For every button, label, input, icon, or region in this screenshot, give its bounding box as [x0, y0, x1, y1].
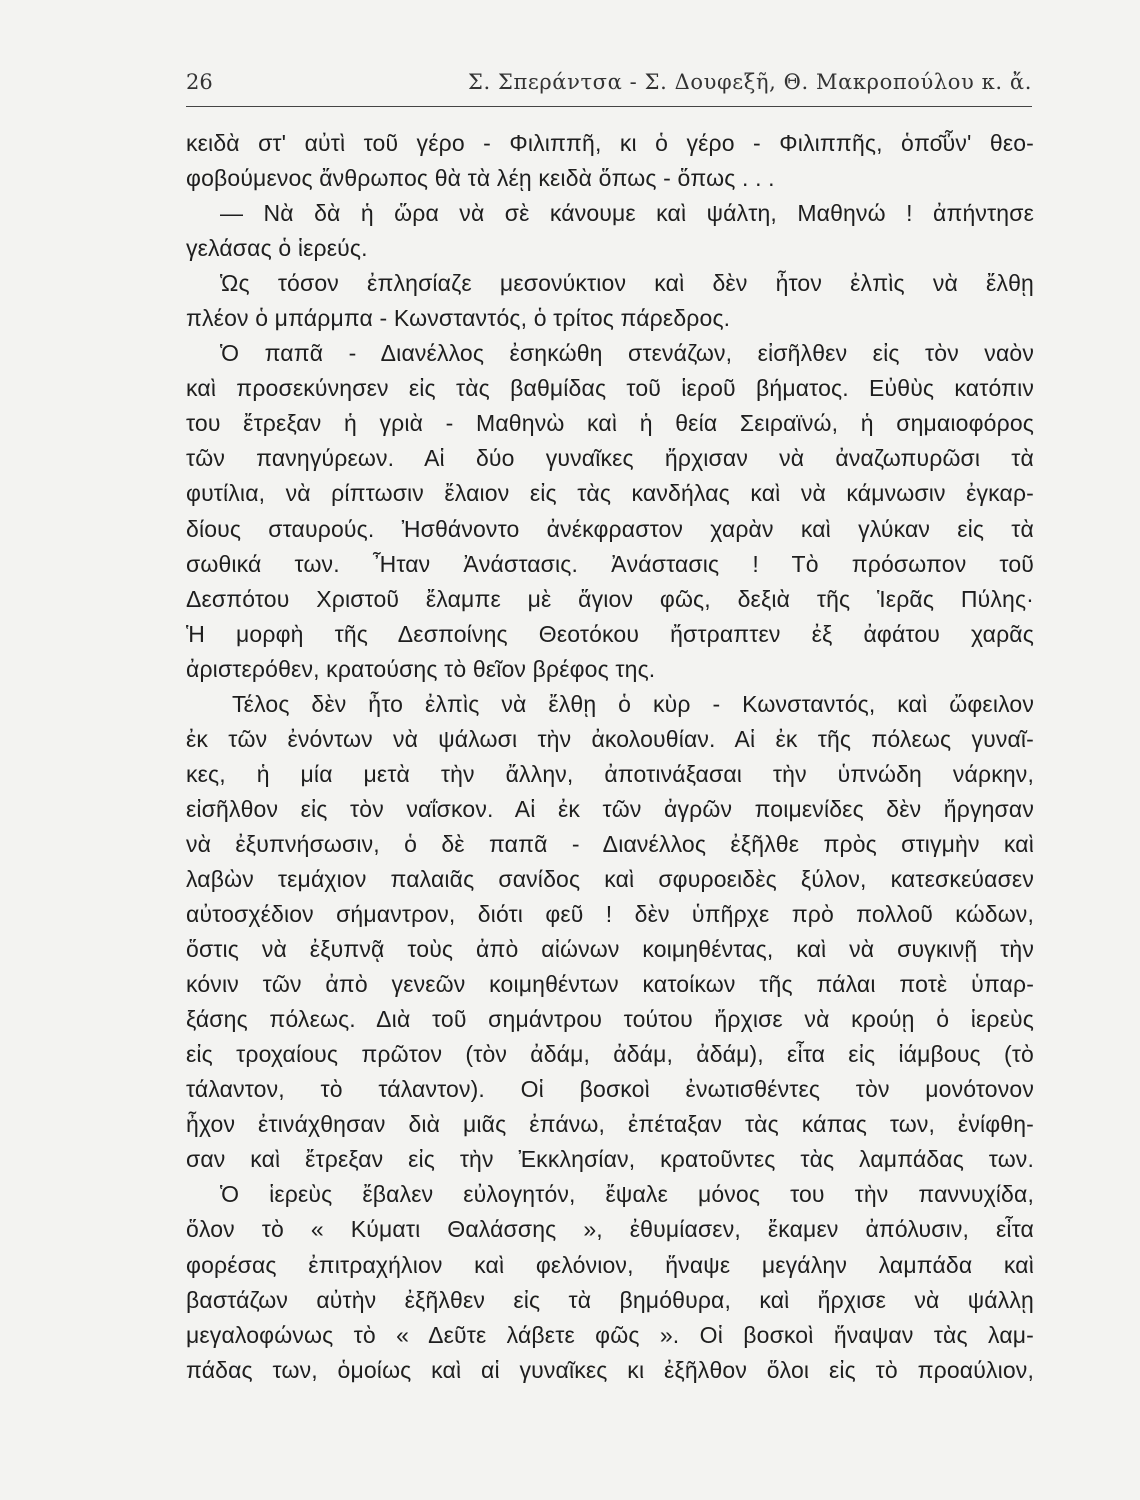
body-text	[186, 126, 1034, 1388]
text-line: πλέον ὁ μπάρμπα - Κωνσταντός, ὁ τρίτος πάρεδρος.	[186, 305, 731, 332]
text-line: κες, ἡ μία μετὰ τὴν ἄλλην, ἀποτινάξασαι τὴν ὑπνώδη νάρκην,	[186, 760, 1034, 787]
text-line: τάλαντον, τὸ τάλαντον). Οἱ βοσκοὶ ἐνωτισθέντες τὸν μονότονον	[186, 1076, 1034, 1103]
text-line: ὅστις νὰ ἐξυπνᾷ τοὺς ἀπὸ αἰώνων κοιμηθέντας, καὶ νὰ συγκινῇ τὴν	[186, 936, 1034, 963]
text-line: ἦχον ἐτινάχθησαν διὰ μιᾶς ἐπάνω, ἐπέταξαν τὰς κάπας των, ἐνίφθη-	[186, 1111, 1034, 1138]
text-line: Ὡς τόσον ἐπλησίαζε μεσονύκτιον καὶ δὲν ἦτον ἐλπὶς νὰ ἔλθῃ	[220, 270, 1034, 297]
text-line: Ἡ μορφὴ τῆς Δεσποίνης Θεοτόκου ἤστραπτεν ἐξ ἀφάτου χαρᾶς	[186, 620, 1034, 647]
text-line: τῶν πανηγύρεων. Αἱ δύο γυναῖκες ἤρχισαν νὰ ἀναζωπυρῶσι τὰ	[186, 445, 1034, 472]
text-line: μεγαλοφώνως τὸ « Δεῦτε λάβετε φῶς ». Οἱ βοσκοὶ ἥναψαν τὰς λαμ-	[186, 1321, 1034, 1348]
running-title: Σ. Σπεράντσα - Σ. Δουφεξῆ, Θ. Μακροπούλου κ. ἄ.	[468, 70, 1032, 94]
text-line: ὅλον τὸ « Κύματι Θαλάσσης », ἐθυμίασεν, ἔκαμεν ἀπόλυσιν, εἶτα	[186, 1216, 1034, 1243]
text-line: δίους σταυρούς. Ἠσθάνοντο ἀνέκφραστον χαρὰν καὶ γλύκαν εἰς τὰ	[186, 515, 1034, 542]
text-line: σωθικά των. Ἦταν Ἀνάστασις. Ἀνάστασις ! Τὸ πρόσωπον τοῦ	[186, 550, 1034, 577]
text-line: — Νὰ δὰ ἡ ὥρα νὰ σὲ κάνουμε καὶ ψάλτη, Μαθηνώ ! ἀπήντησε	[220, 200, 1034, 227]
text-line: βαστάζων αὐτὴν ἐξῆλθεν εἰς τὰ βημόθυρα, καὶ ἤρχισε νὰ ψάλλῃ	[186, 1286, 1034, 1313]
text-line: κειδὰ στ' αὐτὶ τοῦ γέρο - Φιλιππῆ, κι ὁ γέρο - Φιλιππῆς, ὁπο͂ὖν' θεο-	[186, 130, 1034, 156]
text-line: Ὁ παπᾶ - Διανέλλος ἐσηκώθη στενάζων, εἰσῆλθεν εἰς τὸν ναὸν	[220, 340, 1034, 367]
text-line: ξάσης πόλεως. Διὰ τοῦ σημάντρου τούτου ἤρχισε νὰ κρούῃ ὁ ἱερεὺς	[186, 1006, 1034, 1033]
text-line: νὰ ἐξυπνήσωσιν, ὁ δὲ παπᾶ - Διανέλλος ἐξῆλθε πρὸς στιγμὴν καὶ	[186, 830, 1034, 857]
text-line: εἰσῆλθον εἰς τὸν ναΐσκον. Αἱ ἐκ τῶν ἀγρῶν ποιμενίδες δὲν ἤργησαν	[186, 795, 1034, 822]
header-rule	[186, 106, 1032, 107]
text-line: ἀριστερόθεν, κρατούσης τὸ θεῖον βρέφος της.	[186, 655, 656, 682]
text-line: λαβὼν τεμάχιον παλαιᾶς σανίδος καὶ σφυροειδὲς ξύλον, κατεσκεύασεν	[186, 865, 1034, 892]
page-header	[186, 70, 1032, 106]
text-line: φορέσας ἐπιτραχήλιον καὶ φελόνιον, ἥναψε μεγάλην λαμπάδα καὶ	[186, 1251, 1034, 1278]
page-number: 26	[186, 70, 213, 94]
text-line: φοβούμενος ἄνθρωπος θὰ τὰ λέῃ κειδὰ ὅπως - ὅπως . . .	[186, 165, 775, 192]
text-line: κόνιν τῶν ἀπὸ γενεῶν κοιμηθέντων κατοίκων τῆς πάλαι ποτὲ ὑπαρ-	[186, 971, 1034, 998]
text-line: εἰς τροχαίους πρῶτον (τὸν ἀδάμ, ἀδάμ, ἀδάμ), εἶτα εἰς ἰάμβους (τὸ	[186, 1041, 1034, 1068]
text-line: σαν καὶ ἔτρεξαν εἰς τὴν Ἐκκλησίαν, κρατοῦντες τὰς λαμπάδας των.	[186, 1146, 1034, 1173]
text-line: αὐτοσχέδιον σήμαντρον, διότι φεῦ ! δὲν ὑπῆρχε πρὸ πολλοῦ κώδων,	[186, 901, 1034, 928]
text-line: Τέλος δὲν ἦτο ἐλπὶς νὰ ἔλθῃ ὁ κὺρ - Κωνσταντός, καὶ ὤφειλον	[232, 690, 1034, 717]
text-line: καὶ προσεκύνησεν εἰς τὰς βαθμίδας τοῦ ἱεροῦ βήματος. Εὐθὺς κατόπιν	[186, 375, 1034, 402]
text-line: γελάσας ὁ ἱερεύς.	[186, 235, 368, 262]
text-line: φυτίλια, νὰ ρίπτωσιν ἔλαιον εἰς τὰς κανδήλας καὶ νὰ κάμνωσιν ἐγκαρ-	[186, 480, 1034, 507]
text-line: Δεσπότου Χριστοῦ ἔλαμπε μὲ ἅγιον φῶς, δεξιὰ τῆς Ἱερᾶς Πύλης·	[186, 585, 1034, 612]
text-line: Ὁ ἱερεὺς ἔβαλεν εὐλογητόν, ἔψαλε μόνος του τὴν παννυχίδα,	[220, 1181, 1034, 1208]
text-line: πάδας των, ὁμοίως καὶ αἱ γυναῖκες κι ἐξῆλθον ὅλοι εἰς τὸ προαύλιον,	[186, 1356, 1034, 1383]
text-line: ἐκ τῶν ἐνόντων νὰ ψάλωσι τὴν ἀκολουθίαν. Αἱ ἐκ τῆς πόλεως γυναῖ-	[186, 725, 1034, 752]
text-line: του ἔτρεξαν ἡ γριὰ - Μαθηνὼ καὶ ἡ θεία Σειραϊνώ, ἡ σημαιοφόρος	[186, 410, 1034, 437]
